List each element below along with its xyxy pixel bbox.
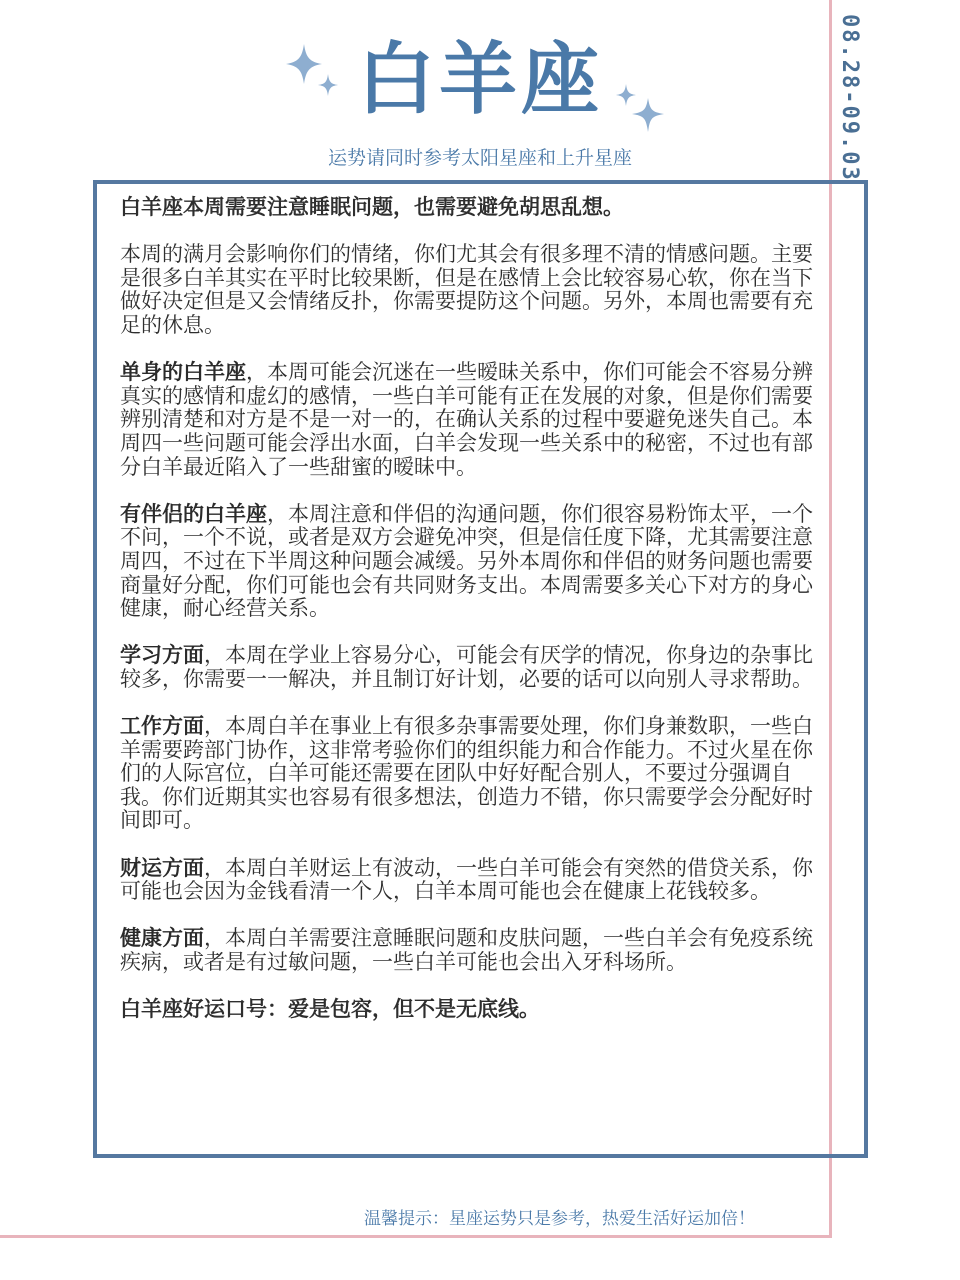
sparkle-icon	[612, 80, 668, 136]
section-single	[120, 361, 820, 479]
section-label: 单身的白羊座	[120, 360, 246, 385]
page-subtitle: 运势请同时参考太阳星座和上升星座	[327, 147, 632, 169]
section-text: ，本周注意和伴侣的沟通问题，你们很容易粉饰太平，一个不问，一个不说，或者是双方会避免冲突，但是信任度下降，尤其需要注意周四，不过在下半周这种问题会减缓。另外本周你和伴侣的财务问题也需要商量好分配，你们可能也会有共同财务支出。本周需要多关心下对方的身心健康，耐心经营关系。	[120, 501, 813, 621]
section-wealth	[120, 857, 820, 904]
horoscope-content	[120, 196, 820, 1045]
section-work	[120, 715, 820, 833]
section-text: ，本周可能会沉迷在一些暧昧关系中，你们可能会不容易分辨真实的感情和虚幻的感情，一些白羊可能有正在发展的对象，但是你们需要辨别清楚和对方是不是一对一的，在确认关系的过程中要避免迷失自己。本周四一些问题可能会浮出水面，白羊会发现一些关系中的秘密，不过也有部分白羊最近陷入了一些甜蜜的暧昧中。	[120, 360, 813, 479]
section-text: ，本周在学业上容易分心，可能会有厌学的情况，你身边的杂事比较多，你需要一一解决，并且制订好计划，必要的话可以向别人寻求帮助。	[120, 643, 813, 691]
intro-paragraph: 本周的满月会影响你们的情绪，你们尤其会有很多理不清的情感问题。主要是很多白羊其实在平时比较果断，但是在感情上会比较容易心软，你在当下做好决定但是又会情绪反扑，你需要提防这个问题。另外，本周也需要有充足的休息。	[120, 242, 813, 337]
footer-tip: 温馨提示：星座运势只是参考，热爱生活好运加倍！	[364, 1209, 755, 1229]
section-text: ，本周白羊财运上有波动，一些白羊可能会有突然的借贷关系，你可能也会因为金钱看清一个人，白羊本周可能也会在健康上花钱较多。	[120, 855, 813, 904]
section-health	[120, 927, 820, 974]
section-label: 有伴侣的白羊座	[120, 501, 267, 526]
section-label: 工作方面	[120, 714, 204, 739]
section-label: 健康方面	[120, 926, 204, 951]
section-text: ，本周白羊需要注意睡眠问题和皮肤问题，一些白羊会有免疫系统疾病，或者是有过敏问题，一些白羊可能也会出入牙科场所。	[120, 926, 813, 974]
sparkle-icon	[282, 40, 342, 100]
section-text: ，本周白羊在事业上有很多杂事需要处理，你们身兼数职，一些白羊需要跨部门协作，这非常考验你们的组织能力和合作能力。不过火星在你们的人际宫位，白羊可能还需要在团队中好好配合别人，不要过分强调自我。你们近期其实也容易有很多想法，创造力不错，你只需要学会分配好时间即可。	[120, 714, 813, 833]
section-partnered	[120, 503, 820, 621]
pink-horizontal-line	[0, 1235, 832, 1238]
lucky-slogan: 白羊座好运口号：爱是包容，但不是无底线。	[120, 997, 540, 1022]
section-label: 学习方面	[120, 643, 204, 668]
headline: 白羊座本周需要注意睡眠问题，也需要避免胡思乱想。	[120, 195, 624, 219]
section-label: 财运方面	[120, 855, 204, 880]
page-title: 白羊座	[356, 35, 603, 125]
date-range: 08.28-09.03	[837, 14, 862, 182]
section-study	[120, 644, 820, 691]
